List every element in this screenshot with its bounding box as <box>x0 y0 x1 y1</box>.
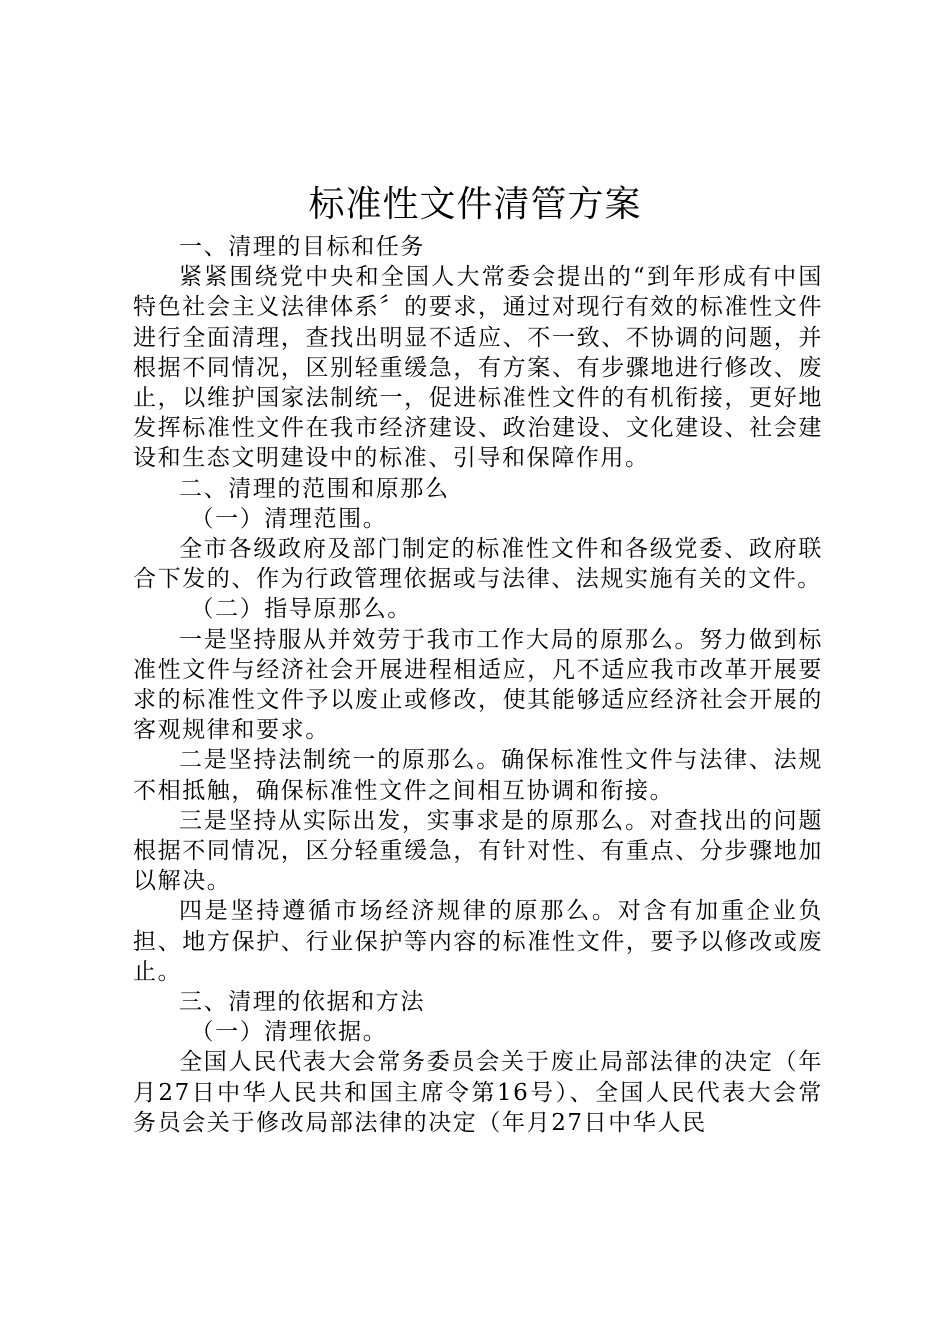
subheading-basis: （一）清理依据。 <box>190 1019 388 1046</box>
subheading-principles: （二）指导原那么。 <box>190 596 412 623</box>
paragraph-goals: 紧紧围绕党中央和全国人大常委会提出的“到年形成有中国特色社会主义法律体系〞的要求，通过对现行有效的标准性文件进行全面清理，查找出明显不适应、不一致、不协调的问题，并根据不同情况，区别轻重缓急，有方案、有步骤地进行修改、废止，以维护国家法制统一，促进标准性文件的有机衔接，更好地发挥标准性文件在我市经济建设、政治建设、文化建设、社会建设和生态文明建设中的标准、引导和保障作用。 <box>133 264 823 472</box>
paragraph-scope: 全市各级政府及部门制定的标准性文件和各级党委、政府联合下发的、作为行政管理依据或与法律、法规实施有关的文件。 <box>133 536 823 593</box>
section-heading-2: 二、清理的范围和原那么 <box>179 475 450 502</box>
section-heading-3: 三、清理的依据和方法 <box>179 989 425 1016</box>
document-body <box>133 232 823 1138</box>
paragraph-principle-2: 二是坚持法制统一的原那么。确保标准性文件与法律、法规不相抵触，确保标准性文件之间相互协调和衔接。 <box>133 747 823 804</box>
section-heading-1: 一、清理的目标和任务 <box>179 234 425 260</box>
paragraph-basis: 全国人民代表大会常务委员会关于废止局部法律的决定（年月27日中华人民共和国主席令第16号）、全国人民代表大会常务员会关于修改局部法律的决定（年月27日中华人民 <box>133 1049 823 1136</box>
subheading-scope: （一）清理范围。 <box>190 505 388 532</box>
paragraph-principle-4: 四是坚持遵循市场经济规律的原那么。对含有加重企业负担、地方保护、行业保护等内容的标准性文件，要予以修改或废止。 <box>133 898 823 985</box>
document-title: 标准性文件清管方案 <box>308 184 642 225</box>
paragraph-principle-3: 三是坚持从实际出发，实事求是的原那么。对查找出的问题根据不同情况，区分轻重缓急，有针对性、有重点、分步骤地加以解决。 <box>133 807 823 895</box>
paragraph-principle-1: 一是坚持服从并效劳于我市工作大局的原那么。努力做到标准性文件与经济社会开展进程相适应，凡不适应我市改革开展要求的标准性文件予以废止或修改，使其能够适应经济社会开展的客观规律和要求。 <box>133 626 823 744</box>
